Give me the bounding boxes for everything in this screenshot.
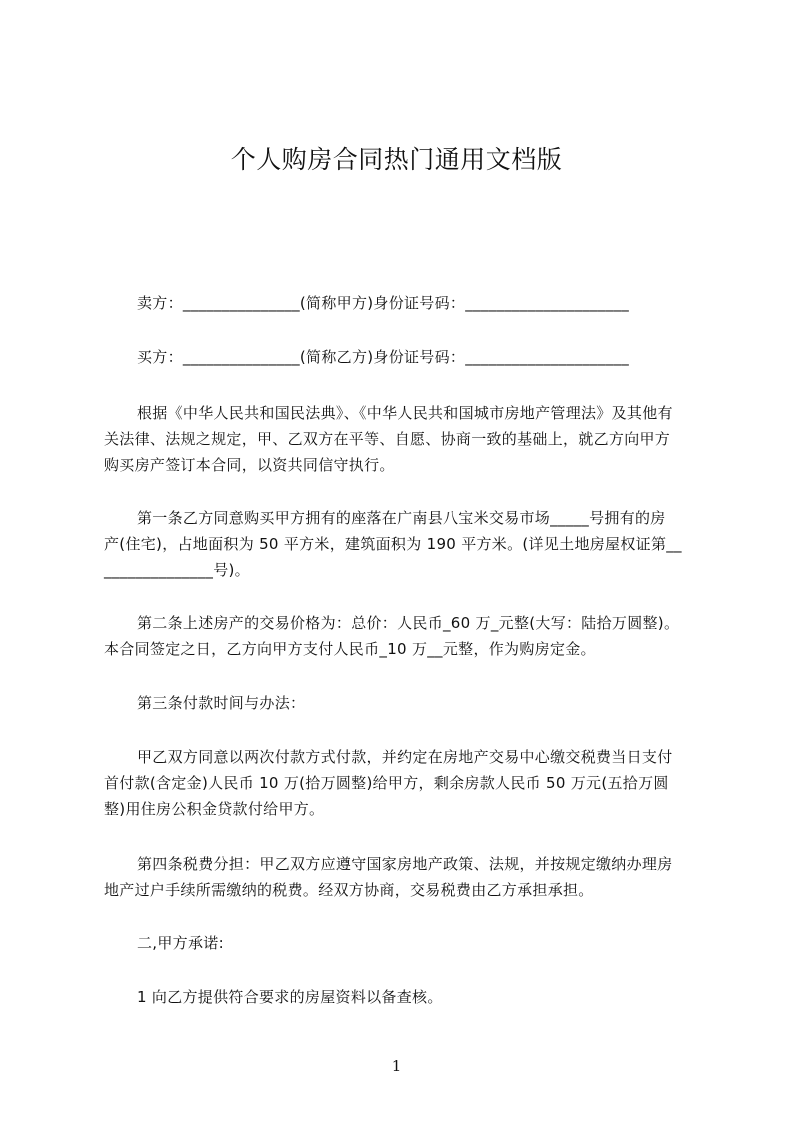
article3-line-3: 整)用住房公积金贷款付给甲方。 xyxy=(104,800,325,818)
preamble-line-1: 根据《中华人民共和国民法典》、《中华人民共和国城市房地产管理法》及其他有 xyxy=(137,404,673,422)
section2-heading: 二,甲方承诺: xyxy=(137,934,224,952)
preamble-line-2: 关法律、法规之规定，甲、乙双方在平等、自愿、协商一致的基础上，就乙方向甲方 xyxy=(104,430,671,448)
preamble-line-3: 购买房产签订本合同，以资共同信守执行。 xyxy=(104,456,395,474)
article4-line-1: 第四条税费分担：甲乙双方应遵守国家房地产政策、法规，并按规定缴纳办理房 xyxy=(137,855,673,873)
section2-item-1: 1 向乙方提供符合要求的房屋资料以备查核。 xyxy=(137,988,443,1006)
buyer-line: 买方：_______________(简称乙方)身份证号码：_____________________ xyxy=(137,348,630,366)
article4-line-2: 地产过户手续所需缴纳的税费。经双方协商，交易税费由乙方承担承担。 xyxy=(104,881,594,899)
seller-line: 卖方：_______________(简称甲方)身份证号码：_____________________ xyxy=(137,294,630,312)
article2-line-2: 本合同签定之日，乙方向甲方支付人民币_10 万__元整，作为购房定金。 xyxy=(104,640,596,658)
article3-heading: 第三条付款时间与办法： xyxy=(137,694,306,712)
article1-line-3: ______________号)。 xyxy=(104,561,250,579)
article1-line-2: 产(住宅)，占地面积为 50 平方米，建筑面积为 190 平方米。(详见土地房屋权证第__ xyxy=(104,535,682,553)
document-title: 个人购房合同热门通用文档版 xyxy=(230,145,563,174)
article3-line-1: 甲乙双方同意以两次付款方式付款，并约定在房地产交易中心缴交税费当日支付 xyxy=(137,748,673,766)
article3-line-2: 首付款(含定金)人民币 10 万(拾万圆整)给甲方，剩余房款人民币 50 万元(五拾万圆 xyxy=(104,774,669,792)
article2-line-1: 第二条上述房产的交易价格为：总价：人民币_60 万_元整(大写：陆拾万圆整)。 xyxy=(137,614,680,632)
article1-line-1: 第一条乙方同意购买甲方拥有的座落在广南县八宝米交易市场_____号拥有的房 xyxy=(137,509,666,527)
page-number: 1 xyxy=(391,1057,402,1075)
